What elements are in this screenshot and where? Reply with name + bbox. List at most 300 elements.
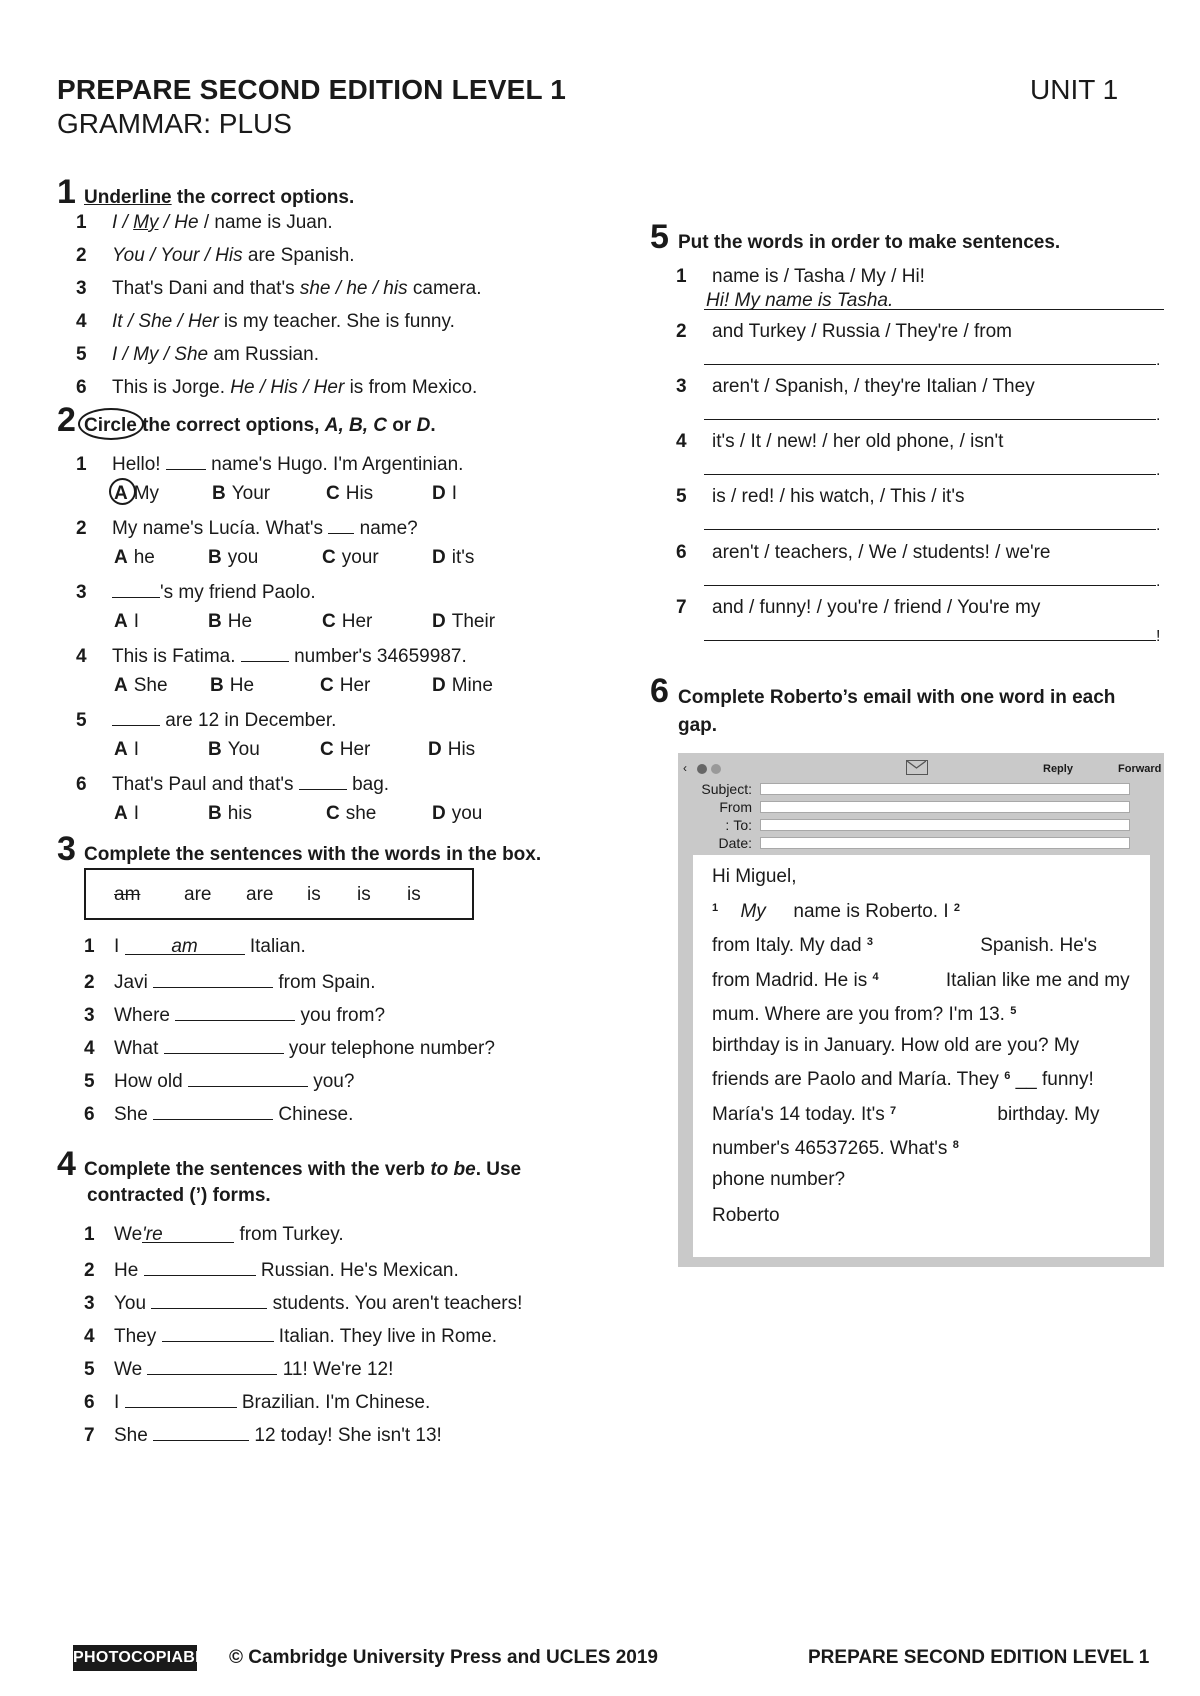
option-word: Mine [451,675,493,696]
answer-blank[interactable] [299,772,347,790]
answer-blank[interactable] [328,516,354,534]
item-text: is my teacher. She is funny. [218,311,455,332]
gap-number: 5 [1010,1005,1017,1017]
section-3-title: Complete the sentences with the words in the box. [84,844,542,865]
item-text: are 12 in December. [160,710,337,731]
item-number: 2 [76,245,87,266]
unit-label: UNIT 1 [1030,74,1119,105]
exercise-item [84,937,306,956]
circle-mark-title [78,408,144,440]
option-word: I [451,483,458,504]
answer-blank[interactable] [162,1324,274,1342]
exercise-item [84,1102,353,1124]
option[interactable] [114,676,168,695]
option[interactable] [428,740,475,759]
item-text: / name is Juan. [198,212,333,233]
option[interactable] [326,804,376,823]
section-5-title: Put the words in order to make sentences. [678,232,1061,253]
item-number: 7 [84,1425,95,1446]
word-box [84,868,474,920]
gap-number: 2 [953,901,961,914]
item-number: 7 [676,597,687,618]
item-text: Where [114,1005,176,1026]
gap-number: 1 [712,901,719,914]
answer-line[interactable] [704,419,1156,420]
option-letter: C [322,547,336,568]
item-number: 5 [84,1071,95,1092]
option-word: My [133,483,160,504]
option-word: He [229,675,255,696]
circle-mark [109,478,136,505]
option-letter: D [432,611,446,632]
item-text: He [114,1260,144,1281]
item-number: 3 [76,582,87,603]
option-word: Your [231,483,271,504]
option-letter: A [114,675,128,696]
option-word: Her [339,739,371,760]
option-word: She [133,675,168,696]
item-number: 1 [84,1224,95,1245]
option-word: your [341,547,379,568]
item-text: You [114,1293,152,1314]
item-words: is / red! / his watch, / This / it's [712,486,965,507]
section-6-number: 6 [650,672,669,710]
gap-number: 8 [952,1139,959,1151]
item-text: That's Dani and that's [112,278,300,299]
option-word: Her [341,611,373,632]
line-end-punctuation: . [1156,573,1161,590]
item-number: 2 [676,321,687,342]
option-word: it's [451,547,475,568]
email-line [712,1165,1152,1196]
answer-line[interactable] [704,585,1156,586]
section-4-number: 4 [57,1145,76,1183]
option-word: she [345,803,377,824]
option-word: you [451,803,483,824]
option-letter: C [326,803,340,824]
email-gap[interactable]: My [740,900,766,922]
window-dot-icon[interactable] [697,764,707,774]
email-text-span: number's 46537265. What's [712,1138,953,1159]
item-number: 3 [84,1293,95,1314]
email-line [712,1130,1152,1165]
answer-line[interactable] [704,474,1156,475]
answer-blank[interactable] [166,452,206,470]
item-text: This is Jorge. [112,377,231,398]
exercise-item [76,516,418,538]
item-text: They [114,1326,162,1347]
item-text: We [114,1359,148,1380]
exercise-item [84,1423,442,1445]
option-letter: C [326,483,340,504]
option-letter-text: A [114,483,128,504]
item-number: 6 [76,377,87,398]
option-text: she / he / his [299,278,408,299]
item-text: 12 today! She isn't 13! [249,1425,442,1446]
email-line [712,996,1152,1031]
option-word: I [133,739,140,760]
option[interactable] [322,548,379,567]
word-box-word: are [184,884,212,905]
item-number: 6 [76,774,87,795]
option-letter: B [208,739,222,760]
window-dot-icon[interactable] [711,764,721,774]
option-letter [114,483,128,504]
option[interactable] [208,740,260,759]
option[interactable] [208,612,252,631]
gap-number: 4 [872,970,879,983]
answer-blank[interactable] [151,1291,267,1309]
option[interactable] [208,804,252,823]
answer-blank[interactable] [147,1357,277,1375]
email-text-span: birthday. My [992,1103,1100,1125]
exercise-item [76,312,455,331]
option-letter: A [114,547,128,568]
item-number: 4 [84,1038,95,1059]
exercise-item [76,378,477,397]
item-text: I [114,936,125,957]
copyright: © Cambridge University Press and UCLES 2019 [229,1647,658,1668]
option[interactable] [114,612,139,631]
word-box-word: am [114,884,141,905]
email-header-fields [690,780,1130,852]
exercise-item [84,1324,497,1346]
option-word: Her [339,675,371,696]
exercise-item [76,772,389,794]
item-text: That's Paul and that's [112,774,299,795]
option-letter: B [208,611,222,632]
option[interactable] [432,804,482,823]
exercise-item [84,1003,385,1025]
item-text: camera. [407,278,482,299]
from-field[interactable] [760,801,1130,813]
option[interactable] [320,740,370,759]
option-word: his [227,803,253,824]
item-text: am Russian. [208,344,319,365]
subject-field[interactable] [760,783,1130,795]
exercise-item [76,708,336,730]
email-text-span: name is Roberto. I [788,900,954,922]
item-text: What [114,1038,164,1059]
to-label: : To: [725,817,752,833]
item-words: and / funny! / you're / friend / You're my [712,597,1041,618]
exercise-item [676,267,925,286]
item-text: How old [114,1071,188,1092]
option-letter: A [114,803,128,824]
option-word: He [227,611,253,632]
exercise-item [676,487,964,506]
gap-number: 3 [866,936,873,948]
email-text-span: Italian like me and my [940,969,1130,991]
item-words: aren't / teachers, / We / students! / we're [712,542,1051,563]
option-text: I / [112,212,134,233]
back-chevron-icon[interactable]: ‹ [683,761,687,775]
item-text: My name's Lucía. What's [112,518,329,539]
word-box-word: is [357,884,371,905]
page-title: PREPARE SECOND EDITION LEVEL 1 [57,74,567,105]
option-letter: D [432,675,446,696]
item-text: name's Hugo. I'm Argentinian. [205,454,464,475]
option[interactable] [320,676,370,695]
option[interactable] [114,804,139,823]
from-label: From [719,799,752,815]
email-line [712,1031,1152,1062]
option-letter: D [432,803,446,824]
exercise-item [76,452,463,474]
email-line [712,893,1152,928]
option-letter: B [210,675,224,696]
word-box-word: is [307,884,321,905]
section-4-title: Complete the sentences with the verb to be. Use contracted (’) forms. [84,1159,522,1206]
line-end-punctuation: ! [1156,628,1161,645]
item-text: 11! We're 12! [277,1359,394,1380]
exercise-item [676,543,1051,562]
exercise-item [676,377,1035,396]
exercise-item [76,279,482,298]
item-text: from Turkey. [234,1224,344,1245]
exercise-item [84,1291,522,1313]
email-greeting: Hi Miguel, [712,866,797,887]
item-number: 1 [76,212,87,233]
item-number: 5 [76,710,87,731]
answer-blank[interactable] [153,1102,273,1120]
section-3-number: 3 [57,830,76,868]
option-text: It / She / Her [112,311,219,332]
email-text-span: phone number? [712,1168,846,1190]
item-number: 3 [84,1005,95,1026]
subject-label: Subject: [701,781,752,797]
answer-blank[interactable]: 're [142,1225,234,1243]
word-box-word: are [246,884,274,905]
item-number: 3 [76,278,87,299]
item-number: 6 [84,1104,95,1125]
email-text-span: mum. Where are you from? I'm 13. [712,1004,1011,1025]
email-text-span: __ funny! [1010,1069,1094,1090]
underlined-answer: My [133,212,159,233]
answer-line[interactable] [704,529,1156,530]
item-number: 1 [676,266,687,287]
option-letter: B [212,483,226,504]
item-text: is from Mexico. [344,377,478,398]
email-text [712,862,1152,1232]
item-text: Russian. He's Mexican. [255,1260,459,1281]
option-letter: D [432,483,446,504]
exercise-item [76,580,316,602]
option[interactable] [432,484,457,503]
option[interactable] [432,548,474,567]
item-number: 5 [76,344,87,365]
option[interactable] [208,548,258,567]
email-text-span: friends are Paolo and María. They [712,1069,1005,1090]
answer-blank[interactable] [153,970,273,988]
email-toolbar [683,759,1161,779]
email-line [712,962,1152,997]
item-text: name? [354,518,418,539]
section-6-title: Complete Roberto’s email with one word in each gap. [678,687,1116,736]
exercise-item [676,598,1040,617]
item-text: I [114,1392,125,1413]
option-word: I [133,803,140,824]
date-label: Date: [718,835,752,851]
section-1-title: Underline the correct options. [84,187,355,208]
option-letter: A [114,611,128,632]
exercise-item [84,1390,430,1412]
option-word: You [227,739,260,760]
item-text: students. You aren't teachers! [267,1293,523,1314]
item-number: 4 [676,431,687,452]
option[interactable] [322,612,372,631]
option[interactable] [114,740,139,759]
item-text: 's my friend Paolo. [160,582,316,603]
option-word: His [345,483,374,504]
item-number: 4 [84,1326,95,1347]
email-text-span: from Italy. My dad [712,935,867,956]
item-number: 4 [76,311,87,332]
option-letter: C [322,611,336,632]
item-number: 1 [76,454,87,475]
option-letter: D [432,547,446,568]
email-line [712,1096,1152,1131]
exercise-item [84,1357,393,1379]
item-number: 2 [76,518,87,539]
option[interactable] [326,484,373,503]
email-line [712,927,1152,962]
option-text: He / His / Her [230,377,345,398]
item-number: 2 [84,972,95,993]
email-line [712,1061,1152,1096]
item-text: Javi [114,972,154,993]
item-number: 6 [676,542,687,563]
item-number: 6 [84,1392,95,1413]
option-letter: B [208,547,222,568]
item-number: 1 [84,936,95,957]
answer-blank[interactable] [144,1258,256,1276]
line-end-punctuation: . [1156,517,1161,534]
exercise-item [84,970,376,992]
word-box-word: is [407,884,421,905]
option-word: His [447,739,476,760]
gap-number: 6 [1004,1070,1011,1082]
answer-blank[interactable]: am [125,937,245,955]
item-text: Brazilian. I'm Chinese. [236,1392,431,1413]
exercise-item [76,345,319,364]
answer-blank[interactable] [175,1003,295,1021]
exercise-item [84,1036,495,1058]
answer-blank[interactable] [125,1390,237,1408]
section-5-number: 5 [650,218,669,256]
option-letter: B [208,803,222,824]
option-word: you [227,547,259,568]
item-words: it's / It / new! / her old phone, / isn't [712,431,1004,452]
item-text: This is Fatima. [112,646,241,667]
answer-blank[interactable] [241,644,289,662]
option-letter: A [114,739,128,760]
exercise-item [84,1225,344,1244]
option[interactable] [432,612,495,631]
item-number: 4 [76,646,87,667]
item-text: Italian. They live in Rome. [273,1326,498,1347]
item-text: Chinese. [273,1104,354,1125]
item-text: She [114,1104,154,1125]
email-text-span: birthday is in January. How old are you? My [712,1034,1080,1056]
exercise-item [676,322,1012,341]
option-word: he [133,547,155,568]
gap-number: 7 [889,1104,897,1117]
line-end-punctuation: . [1156,407,1161,424]
reply-button[interactable]: Reply [1043,763,1073,775]
envelope-icon [906,760,928,775]
answer-blank[interactable] [112,580,160,598]
example-answer: Hi! My name is Tasha. [706,290,894,311]
answer-line[interactable] [704,640,1156,641]
item-text: number's 34659987. [288,646,467,667]
answer-blank[interactable] [112,708,160,726]
option-word: I [133,611,140,632]
answer-blank[interactable] [188,1069,308,1087]
answer-line[interactable] [704,364,1156,365]
option-word: Their [451,611,496,632]
exercise-item [84,1069,354,1091]
item-text: you? [307,1071,355,1092]
item-number: 5 [84,1359,95,1380]
item-text: She [114,1425,154,1446]
item-words: aren't / Spanish, / they're Italian / They [712,376,1035,397]
option[interactable] [114,484,159,503]
email-signoff: Roberto [712,1205,780,1226]
option[interactable] [210,676,254,695]
forward-button[interactable]: Forward [1118,763,1162,775]
line-end-punctuation: . [1156,352,1161,369]
item-text: We [114,1224,143,1245]
item-text: you from? [295,1005,386,1026]
option-letter: C [320,675,334,696]
item-text: bag. [346,774,390,795]
item-text: Hello! [112,454,166,475]
item-text: Italian. [244,936,306,957]
page-subtitle: GRAMMAR: PLUS [57,108,292,139]
option-letter: D [428,739,442,760]
option[interactable] [212,484,270,503]
section-1-number: 1 [57,173,76,211]
to-field[interactable] [760,819,1130,831]
exercise-item [84,1258,459,1280]
exercise-item [76,644,467,666]
item-text: your telephone number? [283,1038,495,1059]
option[interactable] [114,548,155,567]
option-letter: C [320,739,334,760]
photocopiable-badge: PHOTOCOPIABLE [73,1645,197,1671]
item-number: 5 [676,486,687,507]
option-text: / He [158,212,199,233]
email-text-span: María's 14 today. It's [712,1103,890,1125]
footer-level: PREPARE SECOND EDITION LEVEL 1 [808,1647,1150,1668]
exercise-item [676,432,1003,451]
item-words: name is / Tasha / My / Hi! [712,266,925,287]
email-text-span: from Madrid. He is [712,969,873,991]
answer-blank[interactable] [153,1423,249,1441]
exercise-item [76,246,355,265]
email-text-span: Spanish. He's [974,935,1097,956]
option-text: You / Your / His [112,245,243,266]
date-field[interactable] [760,837,1130,849]
answer-blank[interactable] [164,1036,284,1054]
item-text: are Spanish. [242,245,355,266]
option[interactable] [432,676,493,695]
line-end-punctuation: . [1156,462,1161,479]
item-number: 3 [676,376,687,397]
option-text: I / My / She [112,344,209,365]
item-words: and Turkey / Russia / They're / from [712,321,1013,342]
